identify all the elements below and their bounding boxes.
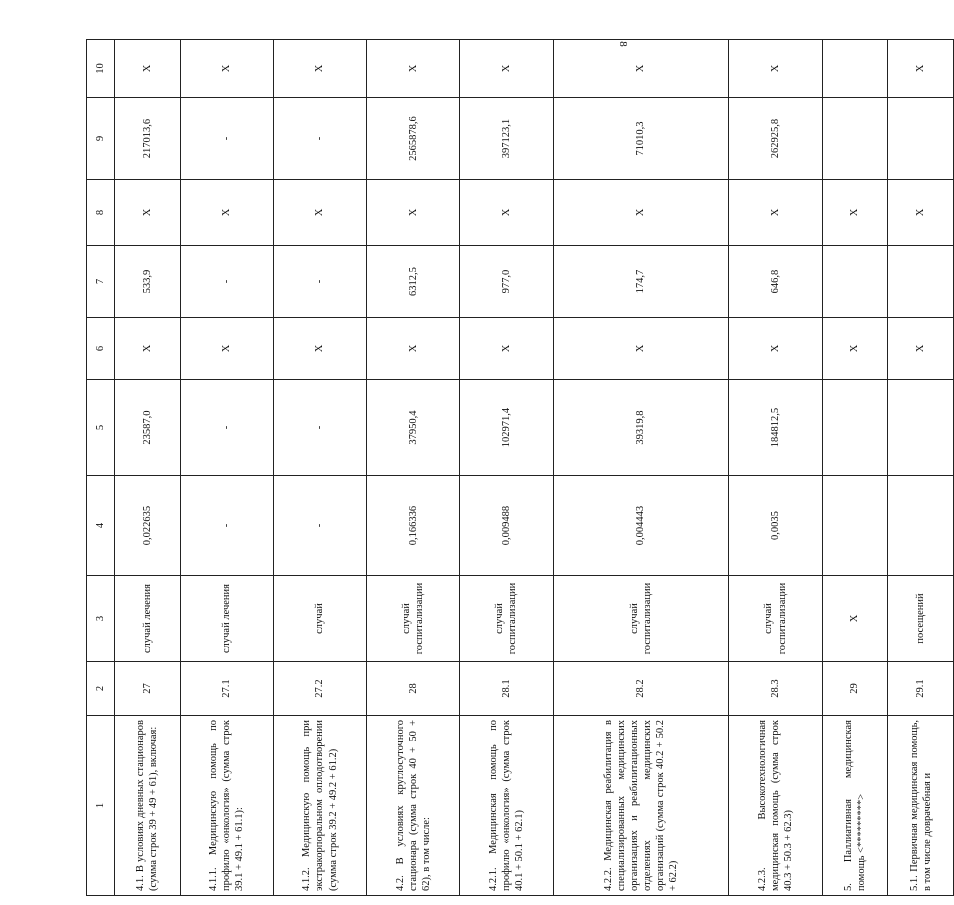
row-description: 4.2. В условиях круглосуточного стационара (сумма строк 40 + 50 + 62), в том числе: — [367, 716, 460, 896]
column-header: 6 — [87, 318, 115, 380]
table-cell: 39319,8 — [553, 380, 729, 476]
table-cell — [822, 246, 888, 318]
column-header: 5 — [87, 380, 115, 476]
table-cell: случай госпитализации — [367, 576, 460, 662]
table-cell — [888, 246, 954, 318]
table-cell: - — [273, 98, 366, 180]
table-cell: X — [115, 318, 181, 380]
table-cell: X — [460, 180, 553, 246]
table-cell: 28.3 — [729, 662, 822, 716]
table-cell: - — [180, 246, 273, 318]
table-cell: X — [273, 180, 366, 246]
table-cell: X — [888, 40, 954, 98]
table-cell: X — [180, 318, 273, 380]
row-description: 5. Паллиативная медицинская помощь <*********> — [822, 716, 888, 896]
table-cell: X — [115, 180, 181, 246]
column-header: 2 — [87, 662, 115, 716]
table-cell: X — [553, 40, 729, 98]
table-cell: случай — [273, 576, 366, 662]
row-description: 4.2.3. Высокотехнологичная медицинская помощь (сумма строк 40.3 + 50.3 + 62.3) — [729, 716, 822, 896]
table-cell — [888, 476, 954, 576]
table-cell: - — [273, 246, 366, 318]
table-cell: 397123,1 — [460, 98, 553, 180]
column-header: 8 — [87, 180, 115, 246]
table-cell: X — [553, 180, 729, 246]
table-cell: X — [367, 180, 460, 246]
table-row — [822, 40, 888, 896]
column-header: 3 — [87, 576, 115, 662]
table-cell: X — [888, 180, 954, 246]
table-cell: случай госпитализации — [729, 576, 822, 662]
table-cell — [822, 40, 888, 98]
table-cell: X — [367, 40, 460, 98]
table-cell: 174,7 — [553, 246, 729, 318]
table-cell: 0,009488 — [460, 476, 553, 576]
table-cell: 28.2 — [553, 662, 729, 716]
table-cell: 262925,8 — [729, 98, 822, 180]
table-cell — [822, 98, 888, 180]
table-cell: случай госпитализации — [553, 576, 729, 662]
table-cell: 71010,3 — [553, 98, 729, 180]
column-header: 7 — [87, 246, 115, 318]
table-cell: 27 — [115, 662, 181, 716]
table-cell: 28.1 — [460, 662, 553, 716]
table-row — [367, 40, 460, 896]
column-header: 9 — [87, 98, 115, 180]
table-cell: 0,0035 — [729, 476, 822, 576]
table-cell: X — [729, 180, 822, 246]
table-cell: 0,022635 — [115, 476, 181, 576]
table-cell: X — [460, 40, 553, 98]
table-cell: 533,9 — [115, 246, 181, 318]
table-cell: X — [180, 180, 273, 246]
table-cell: X — [822, 318, 888, 380]
table-row — [273, 40, 366, 896]
table-cell: 184812,5 — [729, 380, 822, 476]
table-cell: - — [180, 476, 273, 576]
table-cell: 2565878,6 — [367, 98, 460, 180]
table-cell: X — [115, 40, 181, 98]
table-cell: 29.1 — [888, 662, 954, 716]
table-cell: 29 — [822, 662, 888, 716]
table-body — [115, 40, 954, 896]
table-cell: 6312,5 — [367, 246, 460, 318]
row-description: 4.1. В условиях дневных стационаров (сумма строк 39 + 49 + 61), включая: — [115, 716, 181, 896]
table-row — [553, 40, 729, 896]
table-cell: 23587,0 — [115, 380, 181, 476]
table-cell: X — [273, 40, 366, 98]
table-cell: 37950,4 — [367, 380, 460, 476]
table-cell: случай лечения — [180, 576, 273, 662]
table-cell: 646,8 — [729, 246, 822, 318]
table-cell: X — [729, 318, 822, 380]
table-row — [180, 40, 273, 896]
table-row — [729, 40, 822, 896]
column-header: 4 — [87, 476, 115, 576]
table-cell: - — [273, 380, 366, 476]
rotated-table-container — [86, 63, 954, 896]
table-cell: 102971,4 — [460, 380, 553, 476]
table-cell: случай госпитализации — [460, 576, 553, 662]
table-cell: 977,0 — [460, 246, 553, 318]
table-cell: X — [729, 40, 822, 98]
table-row — [460, 40, 553, 896]
table-cell — [888, 380, 954, 476]
table-cell: - — [273, 476, 366, 576]
table-cell: X — [822, 180, 888, 246]
table-cell: X — [888, 318, 954, 380]
table-cell — [888, 98, 954, 180]
table-row — [888, 40, 954, 896]
data-table — [86, 39, 954, 896]
table-cell: 27.2 — [273, 662, 366, 716]
row-description: 4.2.1. Медицинская помощь по профилю «онкология» (сумма строк 40.1 + 50.1 + 62.1) — [460, 716, 553, 896]
table-cell: 28 — [367, 662, 460, 716]
table-cell: случай лечения — [115, 576, 181, 662]
table-cell: X — [460, 318, 553, 380]
table-cell: X — [273, 318, 366, 380]
column-header: 10 — [87, 40, 115, 98]
table-cell: X — [822, 576, 888, 662]
table-row — [115, 40, 181, 896]
row-description: 4.2.2. Медицинская реабилитация в специализированных медицинских организациях и реабилитационных отделениях медицинских организаций (сумма строк 40.2 + 50.2 + 62.2) — [553, 716, 729, 896]
table-cell: 0,166336 — [367, 476, 460, 576]
table-cell: X — [180, 40, 273, 98]
table-cell: - — [180, 380, 273, 476]
table-cell: 217013,6 — [115, 98, 181, 180]
row-description: 4.1.2. Медицинскую помощь при экстракорпоральном оплодотворении (сумма строк 39.2 + 49.2 + 61.2) — [273, 716, 366, 896]
row-description: 4.1.1. Медицинскую помощь по профилю «онкология» (сумма строк 39.1 + 49.1 + 61.1): — [180, 716, 273, 896]
table-cell: X — [553, 318, 729, 380]
table-cell — [822, 380, 888, 476]
row-description: 5.1. Первичная медицинская помощь, в том числе доврачебная и — [888, 716, 954, 896]
table-cell: посещений — [888, 576, 954, 662]
table-cell: - — [180, 98, 273, 180]
header-row — [87, 40, 115, 896]
table-cell: 27.1 — [180, 662, 273, 716]
table-cell: 0,004443 — [553, 476, 729, 576]
column-header: 1 — [87, 716, 115, 896]
page-number: 8 — [616, 41, 629, 47]
table-cell — [822, 476, 888, 576]
table-cell: X — [367, 318, 460, 380]
